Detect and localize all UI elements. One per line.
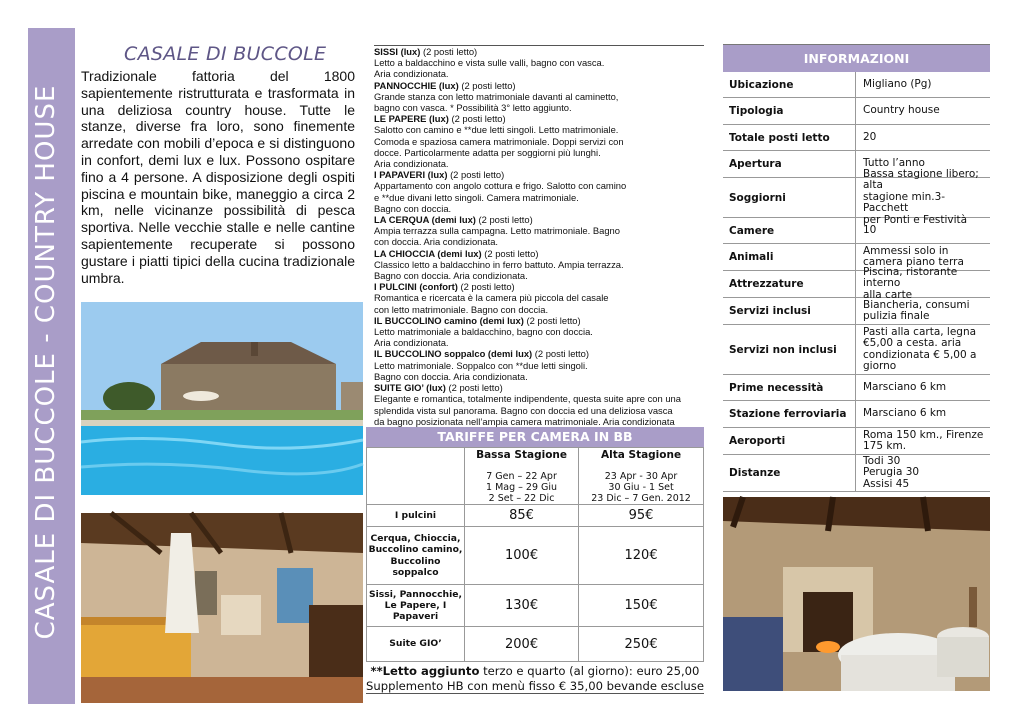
table-row: Sissi, Pannocchie, Le Papere, I Papaveri 130€ 150€ <box>367 585 704 627</box>
info-row <box>723 375 990 401</box>
info-key: Apertura <box>723 151 856 177</box>
info-value: Biancheria, consumi pulizia finale <box>863 298 970 322</box>
info-row <box>723 98 990 125</box>
info-title: INFORMAZIONI <box>723 44 990 72</box>
info-key: Soggiorni <box>723 178 856 217</box>
room-heading: PANNOCCHIE (lux) (2 posti letto) <box>374 79 516 91</box>
room-description-line: e **due divani letto singoli. Camera matrimoniale. <box>374 191 579 203</box>
room-heading: IL BUCCOLINO camino (demi lux) (2 posti letto) <box>374 314 581 326</box>
info-table <box>723 72 990 492</box>
info-row <box>723 72 990 98</box>
info-section <box>723 44 990 492</box>
room-description-line: Letto a baldacchino e vista sulle valli, bagno con vasca. <box>374 57 605 69</box>
info-row <box>723 265 990 301</box>
info-value: Ammessi solo in camera piano terra <box>863 244 964 268</box>
info-row <box>723 125 990 151</box>
room-heading: SUITE GIO’ (lux) (2 posti letto) <box>374 382 503 394</box>
info-row <box>723 455 990 492</box>
table-row: Cerqua, Chioccia, Buccolino camino, Buccolino soppalco 100€ 120€ <box>367 527 704 585</box>
room-description-line: Romantica e ricercata è la camera più piccola del casale <box>374 292 609 304</box>
info-value: Country house <box>863 104 940 117</box>
room-description-line: Comoda e spaziosa camera matrimoniale. Doppi servizi con <box>374 135 624 147</box>
table-row: Suite GIO’ 200€ 250€ <box>367 627 704 662</box>
low-season-header: Bassa Stagione 7 Gen – 22 Apr 1 Mag – 29 Giu 2 Set – 22 Dic <box>465 448 579 505</box>
high-season-header: Alta Stagione 23 Apr - 30 Apr 30 Giu - 1 Set 23 Dic – 7 Gen. 2012 <box>579 448 704 505</box>
info-row <box>723 167 990 226</box>
info-value: Bassa stagione libero; alta stagione min.3-Pacchett per Ponti e Festività <box>863 167 979 226</box>
room-description-line: Aria condizionata. <box>374 158 449 170</box>
info-value: Tutto l’anno <box>863 157 925 170</box>
bedroom-photo <box>81 513 363 703</box>
info-row <box>723 298 990 325</box>
room-description-line: da bagno posizionata nell’ampia camera matrimoniale. Aria condizionata <box>374 415 675 427</box>
room-heading: LA CHIOCCIA (demi lux) (2 posti letto) <box>374 247 539 259</box>
info-row <box>723 428 990 455</box>
room-heading: I PAPAVERI (lux) (2 posti letto) <box>374 169 505 181</box>
room-description-line: docce. Particolarmente adatta per soggiorni più lunghi. <box>374 146 601 158</box>
rates-title: TARIFFE PER CAMERA IN BB <box>366 427 704 447</box>
info-key: Totale posti letto <box>723 125 856 150</box>
info-value: Migliano (Pg) <box>863 77 932 90</box>
info-row <box>723 401 990 428</box>
info-key: Aeroporti <box>723 428 856 454</box>
info-key: Tipologia <box>723 98 856 124</box>
room-heading: LA CERQUA (demi lux) (2 posti letto) <box>374 214 533 226</box>
rooms-description <box>374 45 704 426</box>
info-value: 20 <box>863 130 877 143</box>
room-description-line: Letto matrimoniale a baldacchino, bagno con doccia. <box>374 326 593 338</box>
info-value: Piscina, ristorante interno alla carte <box>863 265 958 301</box>
room-description-line: con doccia. Aria condizionata. <box>374 236 499 248</box>
rates-corner-cell <box>367 448 465 505</box>
info-value: Roma 150 km., Firenze 175 km. <box>863 428 984 452</box>
info-value: Marsciano 6 km <box>863 407 947 420</box>
page-title: CASALE DI BUCCOLE <box>124 43 327 65</box>
room-description-line: Aria condizionata. <box>374 337 449 349</box>
info-value: Marsciano 6 km <box>863 380 947 393</box>
room-heading: LE PAPERE (lux) (2 posti letto) <box>374 113 506 125</box>
rates-note: **Letto aggiunto terzo e quarto (al giorno): euro 25,00 Supplemento HB con menù fisso € 35,00 bevande escluse <box>366 664 704 693</box>
side-title: CASALE DI BUCCOLE - COUNTRY HOUSE <box>31 84 61 640</box>
pool-photo <box>81 302 363 495</box>
room-description-line: Grande stanza con letto matrimoniale davanti al caminetto, <box>374 90 619 102</box>
room-description-line: Classico letto a baldacchino in ferro battuto. Ampia terrazza. <box>374 258 624 270</box>
info-value: 10 <box>863 223 877 236</box>
room-description-line: Bagno con doccia. Aria condizionata. <box>374 370 528 382</box>
info-row <box>723 218 990 244</box>
room-description-line: Salotto con camino e **due letti singoli. Letto matrimoniale. <box>374 124 619 136</box>
room-description-line: splendida vista sul panorama. Bagno con doccia ed una deliziosa vasca <box>374 404 673 416</box>
rates-table <box>366 447 704 662</box>
room-description-line: Appartamento con angolo cottura e frigo. Salotto con camino <box>374 180 627 192</box>
info-key: Servizi inclusi <box>723 298 856 324</box>
info-key: Distanze <box>723 455 856 491</box>
room-heading: IL BUCCOLINO soppalco (demi lux) (2 posti letto) <box>374 348 589 360</box>
info-key: Prime necessità <box>723 375 856 400</box>
info-key: Animali <box>723 244 856 270</box>
info-key: Ubicazione <box>723 72 856 97</box>
room-description-line: Aria condizionata. <box>374 68 449 80</box>
info-key: Servizi non inclusi <box>723 325 856 374</box>
room-description-line: bagno con vasca. * Possibilità 3° letto aggiunto. <box>374 102 572 114</box>
room-description-line: Ampia terrazza sulla campagna. Letto matrimoniale. Bagno <box>374 225 620 237</box>
info-key: Attrezzature <box>723 271 856 297</box>
table-row: I pulcini 85€ 95€ <box>367 505 704 527</box>
rates-section <box>366 427 704 694</box>
room-description-line: Bagno con doccia. Aria condizionata. <box>374 270 528 282</box>
room-description-line: con letto matrimoniale. Bagno con doccia. <box>374 303 549 315</box>
intro-text: Tradizionale fattoria del 1800 sapientemente ristrutturata e trasformata in una deliziosa country house. Tutte le stanze, diverse fra loro, sono finemente arredate con mobili d’epoca e si distinguono in confort, demi lux e lux. Possono ospitare fino a 4 persone. A disposizione degli ospiti piscina e mountain bike, maneggio a circa 2 km, nelle vicinanze possibilità di pesca sportiva. Nelle vecchie stalle e nelle cantine sapientemente recuperate si possono gustare i piatti tipici della cucina tradizionale umbra. <box>81 68 355 286</box>
room-description-line: Elegante e romantica, totalmente indipendente, questa suite apre con una <box>374 393 681 405</box>
info-value: Todi 30 Perugia 30 Assisi 45 <box>863 454 920 490</box>
room-description-line: Letto matrimoniale. Soppalco con **due letti singoli. <box>374 359 588 371</box>
room-description-line: Bagno con doccia. <box>374 202 452 214</box>
room-heading: I PULCINI (confort) (2 posti letto) <box>374 281 515 293</box>
dining-room-photo <box>723 497 990 691</box>
room-heading: SISSI (lux) (2 posti letto) <box>374 46 478 57</box>
info-key: Stazione ferroviaria <box>723 401 856 427</box>
info-row <box>723 325 990 375</box>
info-value: Pasti alla carta, legna €5,00 a cesta. aria condizionata € 5,00 a giorno <box>863 325 977 372</box>
info-key: Camere <box>723 218 856 243</box>
